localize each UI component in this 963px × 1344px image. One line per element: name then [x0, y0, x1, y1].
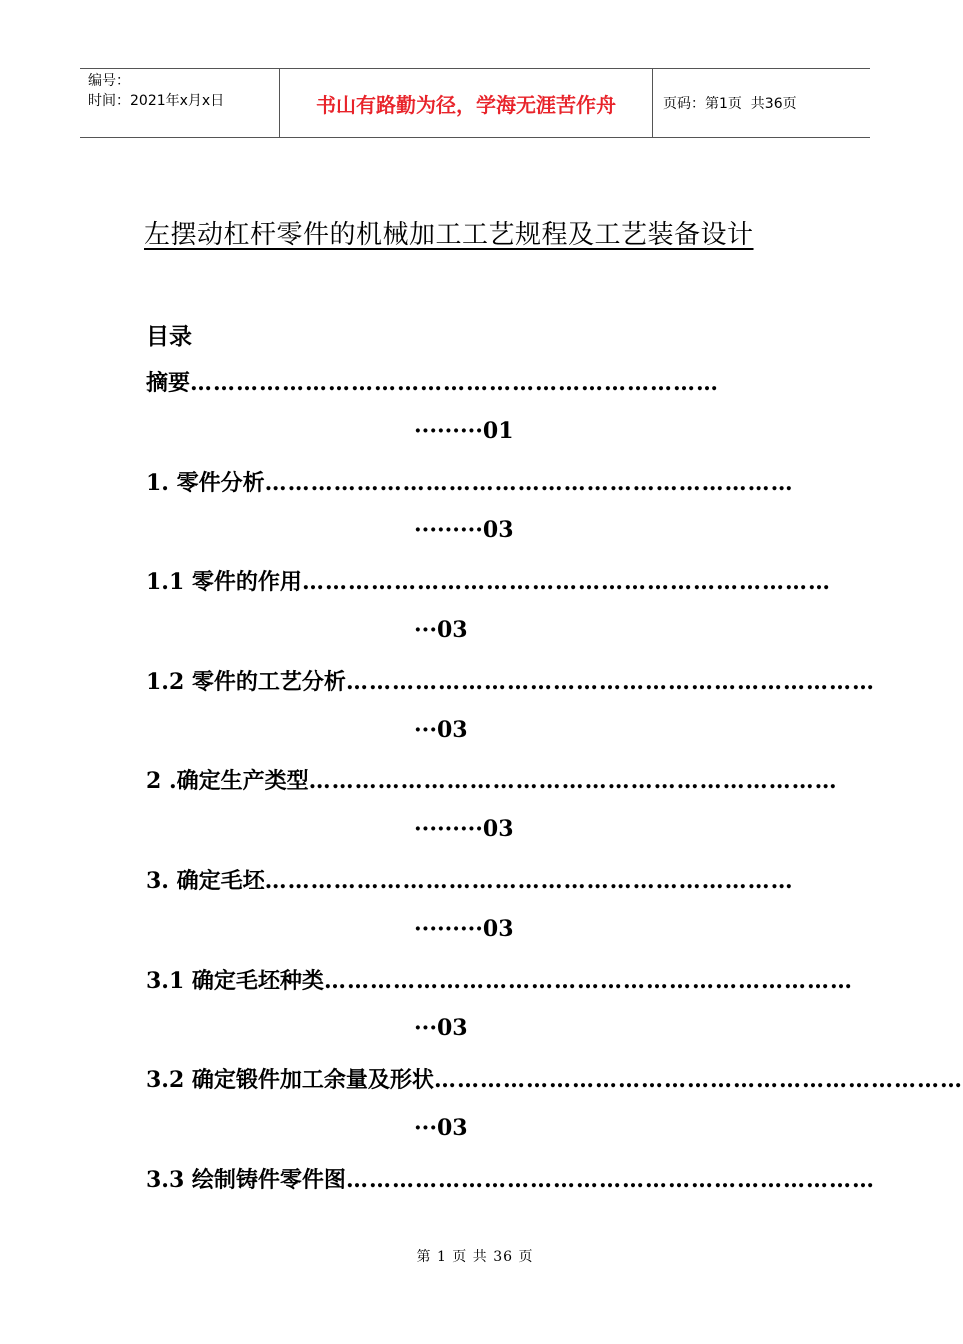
header-page-info	[653, 69, 870, 137]
toc-entry[interactable]	[146, 864, 806, 898]
toc-entry-page: ···03	[414, 1015, 468, 1041]
toc-entry-label: 2 .确定生产类型	[146, 768, 309, 794]
toc-entry-page: ···03	[414, 717, 468, 743]
toc-entry-leader: ……………………………………………………………	[264, 868, 794, 894]
toc-entry-label: 1. 零件分析	[146, 470, 265, 496]
toc-entry-page: ·········01	[414, 418, 514, 444]
toc-entry[interactable]	[146, 764, 838, 798]
toc-entry-leader: ……………………………………………………………	[345, 669, 875, 695]
toc-entry-label: 3.1 确定毛坯种类	[146, 968, 324, 994]
page-footer: 第 1 页 共 36 页	[416, 1249, 534, 1265]
toc-entry-label: 3.2 确定锻件加工余量及形状	[146, 1067, 434, 1093]
toc-entry-page: ·········03	[414, 517, 514, 543]
toc-entry[interactable]	[146, 1163, 875, 1197]
header-motto: 书山有路勤为径，学海无涯苦作舟	[280, 69, 653, 137]
toc-entry-label: 1.1 零件的作用	[146, 569, 302, 595]
toc-entry-leader: ……………………………………………………………	[301, 569, 831, 595]
toc-entry-page: ·········03	[414, 816, 514, 842]
toc-entry-leader: ……………………………………………………………	[308, 768, 838, 794]
toc-entry[interactable]	[146, 565, 831, 599]
toc-entry-page: ···03	[414, 1115, 468, 1141]
toc-entry-label: 1.2 零件的工艺分析	[146, 669, 346, 695]
toc-entry-leader: ……………………………………………………………	[264, 470, 794, 496]
toc-entry-leader: ……………………………………………………………	[433, 1067, 963, 1093]
toc-entry-leader: ……………………………………………………………	[190, 370, 720, 396]
header-meta	[80, 69, 280, 137]
toc-entry-leader: ……………………………………………………………	[345, 1167, 875, 1193]
page-header	[80, 68, 870, 138]
toc-heading: 目录	[146, 323, 192, 350]
toc-entry-label: 3.3 绘制铸件零件图	[146, 1167, 346, 1193]
header-page-info-text: 页码：第1页 共36页	[663, 96, 797, 112]
toc-entry-leader: ……………………………………………………………	[323, 968, 853, 994]
toc-entry[interactable]	[146, 1063, 963, 1097]
toc-entry[interactable]	[146, 366, 806, 400]
document-time-label: 时间：2021年x月x日	[88, 93, 225, 109]
toc-entry[interactable]	[146, 466, 806, 500]
document-number-label: 编号：	[88, 73, 130, 89]
toc-entry[interactable]	[146, 964, 853, 998]
toc-entry-label: 摘要	[146, 370, 191, 396]
document-title: 左摆动杠杆零件的机械加工工艺规程及工艺装备设计	[144, 220, 754, 250]
toc-entry[interactable]	[146, 665, 875, 699]
toc-entry-label: 3. 确定毛坯	[146, 868, 265, 894]
toc-entry-page: ···03	[414, 617, 468, 643]
toc-entry-page: ·········03	[414, 916, 514, 942]
